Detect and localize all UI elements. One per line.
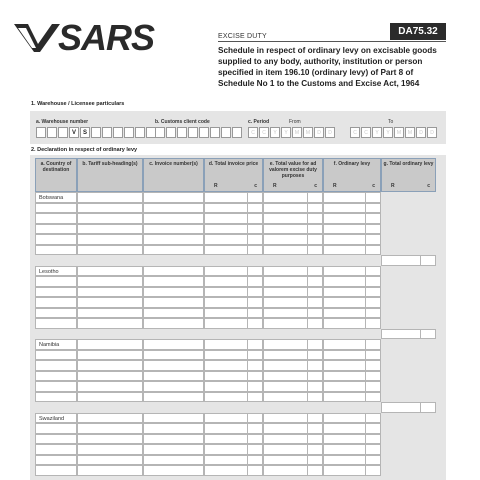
table-cell[interactable]	[323, 287, 381, 298]
column-header	[143, 158, 204, 192]
column-header-label: a. Country of destination	[40, 161, 72, 173]
warehouse-number-cell[interactable]	[58, 127, 68, 138]
warehouse-number-cell[interactable]	[91, 127, 101, 138]
country-cell[interactable]: Lesotho	[35, 266, 77, 277]
table-cell[interactable]	[204, 224, 263, 235]
period-from-date-cell[interactable]: C	[248, 127, 258, 138]
subtotal-row	[35, 255, 436, 266]
blank-cell	[204, 402, 263, 413]
blank-cell	[381, 339, 436, 350]
table-cell[interactable]	[263, 360, 323, 371]
blank-cell	[381, 224, 436, 235]
column-header	[204, 158, 263, 192]
table-cell[interactable]	[77, 245, 143, 256]
country-cell[interactable]	[35, 318, 77, 329]
column-header-label: d. Total invoice price	[208, 161, 259, 167]
blank-cell	[381, 434, 436, 445]
table-row	[35, 455, 436, 466]
sars-logo	[14, 18, 154, 58]
blank-cell	[381, 371, 436, 382]
table-cell[interactable]	[77, 266, 143, 277]
table-cell[interactable]	[143, 465, 204, 476]
table-cell[interactable]	[143, 392, 204, 403]
table-row	[35, 213, 436, 224]
blank-cell	[323, 329, 381, 340]
country-cell[interactable]	[35, 245, 77, 256]
table-cell[interactable]	[77, 276, 143, 287]
blank-cell	[381, 203, 436, 214]
warehouse-number-cell[interactable]: S	[80, 127, 90, 138]
country-cell[interactable]	[35, 297, 77, 308]
country-cell[interactable]: Botswana	[35, 192, 77, 203]
table-row	[35, 224, 436, 235]
warehouse-number-cell[interactable]	[47, 127, 57, 138]
table-row	[35, 287, 436, 298]
cents-unit-label: c	[254, 183, 257, 189]
table-cell[interactable]	[263, 203, 323, 214]
table-cell[interactable]	[263, 423, 323, 434]
country-cell[interactable]	[35, 276, 77, 287]
blank-cell	[381, 413, 436, 424]
blank-cell	[381, 423, 436, 434]
customs-client-code-cell[interactable]	[221, 127, 231, 138]
country-cell[interactable]	[35, 360, 77, 371]
column-header-label: e. Total value for ad valorem excise duty purposes	[269, 161, 317, 179]
table-cell[interactable]	[323, 339, 381, 350]
table-cell[interactable]	[204, 234, 263, 245]
table-cell[interactable]	[263, 339, 323, 350]
table-row	[35, 465, 436, 476]
country-cell[interactable]	[35, 308, 77, 319]
table-cell[interactable]	[263, 465, 323, 476]
blank-cell	[381, 287, 436, 298]
total-levy-cell[interactable]	[381, 329, 436, 340]
table-cell[interactable]	[204, 213, 263, 224]
period-to-date-cell[interactable]: M	[405, 127, 415, 138]
column-header	[263, 158, 323, 192]
table-row	[35, 339, 436, 350]
total-levy-cell[interactable]	[381, 255, 436, 266]
period-from-date-cell[interactable]: M	[292, 127, 302, 138]
table-cell[interactable]	[323, 423, 381, 434]
table-cell[interactable]	[77, 308, 143, 319]
table-cell[interactable]	[77, 381, 143, 392]
blank-cell	[143, 329, 204, 340]
table-cell[interactable]	[143, 203, 204, 214]
table-cell[interactable]	[143, 371, 204, 382]
table-cell[interactable]	[263, 444, 323, 455]
country-cell[interactable]	[35, 287, 77, 298]
blank-cell	[381, 318, 436, 329]
declaration-table-header	[35, 158, 436, 192]
customs-client-code-cell[interactable]	[232, 127, 242, 138]
header-divider	[218, 41, 446, 42]
table-cell[interactable]	[77, 297, 143, 308]
table-cell[interactable]	[143, 245, 204, 256]
table-cell[interactable]	[143, 234, 204, 245]
customs-client-code-field[interactable]	[155, 127, 243, 138]
period-to-date-cell[interactable]: D	[416, 127, 426, 138]
country-cell[interactable]	[35, 455, 77, 466]
table-cell[interactable]	[263, 287, 323, 298]
table-cell[interactable]	[143, 455, 204, 466]
blank-cell	[381, 297, 436, 308]
country-cell[interactable]	[35, 224, 77, 235]
period-from-label: From	[289, 119, 301, 125]
period-to-date-cell[interactable]: C	[350, 127, 360, 138]
subtotal-row	[35, 402, 436, 413]
sars-logo-text: SARS	[58, 17, 155, 58]
period-from-date-cell[interactable]: C	[259, 127, 269, 138]
table-cell[interactable]	[323, 266, 381, 277]
blank-cell	[204, 329, 263, 340]
table-cell[interactable]	[323, 455, 381, 466]
table-cell[interactable]	[77, 371, 143, 382]
blank-cell	[323, 402, 381, 413]
table-cell[interactable]	[77, 413, 143, 424]
table-row	[35, 192, 436, 203]
blank-cell	[35, 255, 77, 266]
table-cell[interactable]	[323, 276, 381, 287]
table-cell[interactable]	[204, 381, 263, 392]
table-cell[interactable]	[263, 213, 323, 224]
table-cell[interactable]	[143, 413, 204, 424]
blank-cell	[77, 402, 143, 413]
country-cell[interactable]: Swaziland	[35, 413, 77, 424]
blank-cell	[323, 255, 381, 266]
blank-cell	[35, 329, 77, 340]
table-cell[interactable]	[143, 308, 204, 319]
table-cell[interactable]	[263, 234, 323, 245]
table-row	[35, 266, 436, 277]
warehouse-number-cell[interactable]	[102, 127, 112, 138]
blank-cell	[381, 392, 436, 403]
table-cell[interactable]	[204, 203, 263, 214]
blank-cell	[381, 192, 436, 203]
blank-cell	[381, 381, 436, 392]
table-row	[35, 434, 436, 445]
cents-unit-label: c	[314, 183, 317, 189]
table-cell[interactable]	[143, 350, 204, 361]
period-label: c. Period	[248, 119, 270, 125]
country-cell[interactable]	[35, 434, 77, 445]
table-cell[interactable]	[204, 318, 263, 329]
blank-cell	[381, 360, 436, 371]
table-cell[interactable]	[323, 192, 381, 203]
customs-client-code-cell[interactable]	[177, 127, 187, 138]
table-cell[interactable]	[263, 308, 323, 319]
table-cell[interactable]	[323, 434, 381, 445]
blank-cell	[381, 245, 436, 256]
column-header	[77, 158, 143, 192]
table-cell[interactable]	[323, 213, 381, 224]
section2-heading: 2. Declaration in respect of ordinary levy	[31, 147, 138, 153]
table-cell[interactable]	[204, 350, 263, 361]
period-from-date-cell[interactable]: Y	[270, 127, 280, 138]
blank-cell	[381, 350, 436, 361]
table-cell[interactable]	[204, 339, 263, 350]
table-cell[interactable]	[77, 360, 143, 371]
country-cell[interactable]	[35, 381, 77, 392]
table-cell[interactable]	[204, 360, 263, 371]
table-row	[35, 297, 436, 308]
table-cell[interactable]	[143, 434, 204, 445]
blank-cell	[381, 465, 436, 476]
table-cell[interactable]	[263, 276, 323, 287]
rand-unit-label: R	[273, 183, 277, 189]
table-row	[35, 203, 436, 214]
period-from-date-cell[interactable]: D	[325, 127, 335, 138]
declaration-table-body	[35, 192, 436, 476]
table-cell[interactable]	[204, 465, 263, 476]
table-cell[interactable]	[323, 392, 381, 403]
country-cell[interactable]	[35, 213, 77, 224]
warehouse-number-field[interactable]	[36, 127, 157, 138]
warehouse-number-cell[interactable]	[113, 127, 123, 138]
table-cell[interactable]	[263, 413, 323, 424]
period-from-field[interactable]	[248, 127, 336, 138]
cents-unit-label: c	[427, 183, 430, 189]
table-cell[interactable]	[204, 444, 263, 455]
column-header	[35, 158, 77, 192]
column-header-label: f. Ordinary levy	[333, 161, 371, 167]
table-cell[interactable]	[263, 350, 323, 361]
table-cell[interactable]	[323, 381, 381, 392]
blank-cell	[263, 255, 323, 266]
table-row	[35, 318, 436, 329]
table-cell[interactable]	[323, 224, 381, 235]
table-cell[interactable]	[204, 423, 263, 434]
period-from-date-cell[interactable]: Y	[281, 127, 291, 138]
table-cell[interactable]	[263, 318, 323, 329]
customs-client-code-cell[interactable]	[210, 127, 220, 138]
customs-client-code-cell[interactable]	[155, 127, 165, 138]
country-cell[interactable]	[35, 392, 77, 403]
blank-cell	[204, 255, 263, 266]
table-row	[35, 413, 436, 424]
warehouse-number-cell[interactable]: V	[69, 127, 79, 138]
table-cell[interactable]	[204, 455, 263, 466]
table-cell[interactable]	[263, 371, 323, 382]
table-cell[interactable]	[204, 413, 263, 424]
period-to-date-cell[interactable]: Y	[372, 127, 382, 138]
table-cell[interactable]	[323, 413, 381, 424]
table-cell[interactable]	[323, 203, 381, 214]
table-cell[interactable]	[77, 423, 143, 434]
table-cell[interactable]	[77, 444, 143, 455]
table-cell[interactable]	[143, 287, 204, 298]
country-cell[interactable]	[35, 444, 77, 455]
declaration-table	[30, 155, 446, 480]
cents-unit-label: c	[372, 183, 375, 189]
table-cell[interactable]	[323, 360, 381, 371]
table-cell[interactable]	[323, 308, 381, 319]
customs-client-code-cell[interactable]	[188, 127, 198, 138]
table-cell[interactable]	[323, 297, 381, 308]
table-row	[35, 444, 436, 455]
table-cell[interactable]	[204, 287, 263, 298]
warehouse-number-label: a. Warehouse number	[36, 119, 89, 125]
table-cell[interactable]	[204, 308, 263, 319]
table-cell[interactable]	[77, 434, 143, 445]
table-row	[35, 245, 436, 256]
table-cell[interactable]	[263, 381, 323, 392]
table-cell[interactable]	[77, 192, 143, 203]
table-row	[35, 371, 436, 382]
country-cell[interactable]	[35, 371, 77, 382]
table-cell[interactable]	[263, 434, 323, 445]
table-row	[35, 381, 436, 392]
customs-client-code-label: b. Customs client code	[155, 119, 210, 125]
table-cell[interactable]	[143, 297, 204, 308]
table-cell[interactable]	[204, 434, 263, 445]
table-cell[interactable]	[77, 213, 143, 224]
rand-unit-label: R	[333, 183, 337, 189]
table-cell[interactable]	[204, 392, 263, 403]
table-cell[interactable]	[77, 455, 143, 466]
table-cell[interactable]	[77, 350, 143, 361]
table-row	[35, 234, 436, 245]
column-header-label: c. Invoice number(s)	[149, 161, 198, 167]
table-cell[interactable]	[204, 297, 263, 308]
table-cell[interactable]	[77, 465, 143, 476]
table-cell[interactable]	[323, 444, 381, 455]
country-cell[interactable]	[35, 350, 77, 361]
table-cell[interactable]	[143, 224, 204, 235]
column-header-label: g. Total ordinary levy	[383, 161, 434, 167]
period-from-date-cell[interactable]: M	[303, 127, 313, 138]
table-cell[interactable]	[204, 192, 263, 203]
table-cell[interactable]	[263, 266, 323, 277]
table-cell[interactable]	[323, 318, 381, 329]
table-row	[35, 360, 436, 371]
table-row	[35, 423, 436, 434]
blank-cell	[77, 329, 143, 340]
country-cell[interactable]	[35, 234, 77, 245]
period-to-date-cell[interactable]: Y	[383, 127, 393, 138]
blank-cell	[143, 255, 204, 266]
table-cell[interactable]	[143, 381, 204, 392]
period-from-date-cell[interactable]: D	[314, 127, 324, 138]
customs-client-code-cell[interactable]	[166, 127, 176, 138]
blank-cell	[381, 276, 436, 287]
table-cell[interactable]	[77, 203, 143, 214]
table-cell[interactable]	[143, 444, 204, 455]
table-cell[interactable]	[143, 276, 204, 287]
warehouse-number-cell[interactable]	[36, 127, 46, 138]
table-cell[interactable]	[77, 224, 143, 235]
blank-cell	[143, 402, 204, 413]
period-to-field[interactable]	[350, 127, 438, 138]
table-cell[interactable]	[143, 339, 204, 350]
table-cell[interactable]	[77, 318, 143, 329]
column-header-label: b. Tariff sub-heading(s)	[82, 161, 138, 167]
country-cell[interactable]: Namibia	[35, 339, 77, 350]
table-cell[interactable]	[323, 245, 381, 256]
table-cell[interactable]	[263, 224, 323, 235]
form-code-badge: DA75.32	[390, 23, 446, 40]
blank-cell	[35, 402, 77, 413]
table-cell[interactable]	[263, 392, 323, 403]
column-header	[381, 158, 436, 192]
rand-unit-label: R	[391, 183, 395, 189]
period-to-date-cell[interactable]: M	[394, 127, 404, 138]
warehouse-number-cell[interactable]	[124, 127, 134, 138]
country-cell[interactable]	[35, 465, 77, 476]
table-row	[35, 392, 436, 403]
rand-unit-label: R	[214, 183, 218, 189]
blank-cell	[381, 234, 436, 245]
table-cell[interactable]	[143, 318, 204, 329]
table-cell[interactable]	[323, 350, 381, 361]
table-cell[interactable]	[263, 192, 323, 203]
table-cell[interactable]	[204, 371, 263, 382]
form-title: Schedule in respect of ordinary levy on excisable goods supplied to any body, authority, institution or person specified in item 196.10 (ordinary levy) of Part 8 of Schedule No 1 to the Customs and Excise Act, 1964	[218, 46, 437, 88]
table-cell[interactable]	[204, 266, 263, 277]
table-cell[interactable]	[263, 455, 323, 466]
blank-cell	[263, 329, 323, 340]
period-to-date-cell[interactable]: C	[361, 127, 371, 138]
table-cell[interactable]	[143, 192, 204, 203]
table-cell[interactable]	[323, 465, 381, 476]
table-cell[interactable]	[323, 371, 381, 382]
subtotal-row	[35, 329, 436, 340]
blank-cell	[263, 402, 323, 413]
table-cell[interactable]	[263, 297, 323, 308]
blank-cell	[381, 213, 436, 224]
country-cell[interactable]	[35, 203, 77, 214]
table-row	[35, 308, 436, 319]
table-cell[interactable]	[143, 423, 204, 434]
table-row	[35, 276, 436, 287]
table-cell[interactable]	[143, 266, 204, 277]
warehouse-particulars-panel	[30, 111, 446, 144]
sars-logo-mark-icon	[14, 22, 60, 54]
table-cell[interactable]	[323, 234, 381, 245]
table-cell[interactable]	[263, 245, 323, 256]
warehouse-number-cell[interactable]	[135, 127, 145, 138]
table-cell[interactable]	[204, 276, 263, 287]
blank-cell	[77, 255, 143, 266]
table-cell[interactable]	[143, 360, 204, 371]
blank-cell	[381, 308, 436, 319]
table-cell[interactable]	[204, 245, 263, 256]
section1-heading: 1. Warehouse / Licensee particulars	[31, 101, 125, 107]
blank-cell	[381, 266, 436, 277]
blank-cell	[381, 455, 436, 466]
table-cell[interactable]	[143, 213, 204, 224]
customs-client-code-cell[interactable]	[199, 127, 209, 138]
table-row	[35, 350, 436, 361]
period-to-label: To	[388, 119, 394, 125]
country-cell[interactable]	[35, 423, 77, 434]
table-cell[interactable]	[77, 392, 143, 403]
column-header	[323, 158, 381, 192]
blank-cell	[381, 444, 436, 455]
table-cell[interactable]	[77, 287, 143, 298]
table-cell[interactable]	[77, 339, 143, 350]
total-levy-cell[interactable]	[381, 402, 436, 413]
period-to-date-cell[interactable]: D	[427, 127, 437, 138]
table-cell[interactable]	[77, 234, 143, 245]
form-category: EXCISE DUTY	[218, 33, 267, 40]
